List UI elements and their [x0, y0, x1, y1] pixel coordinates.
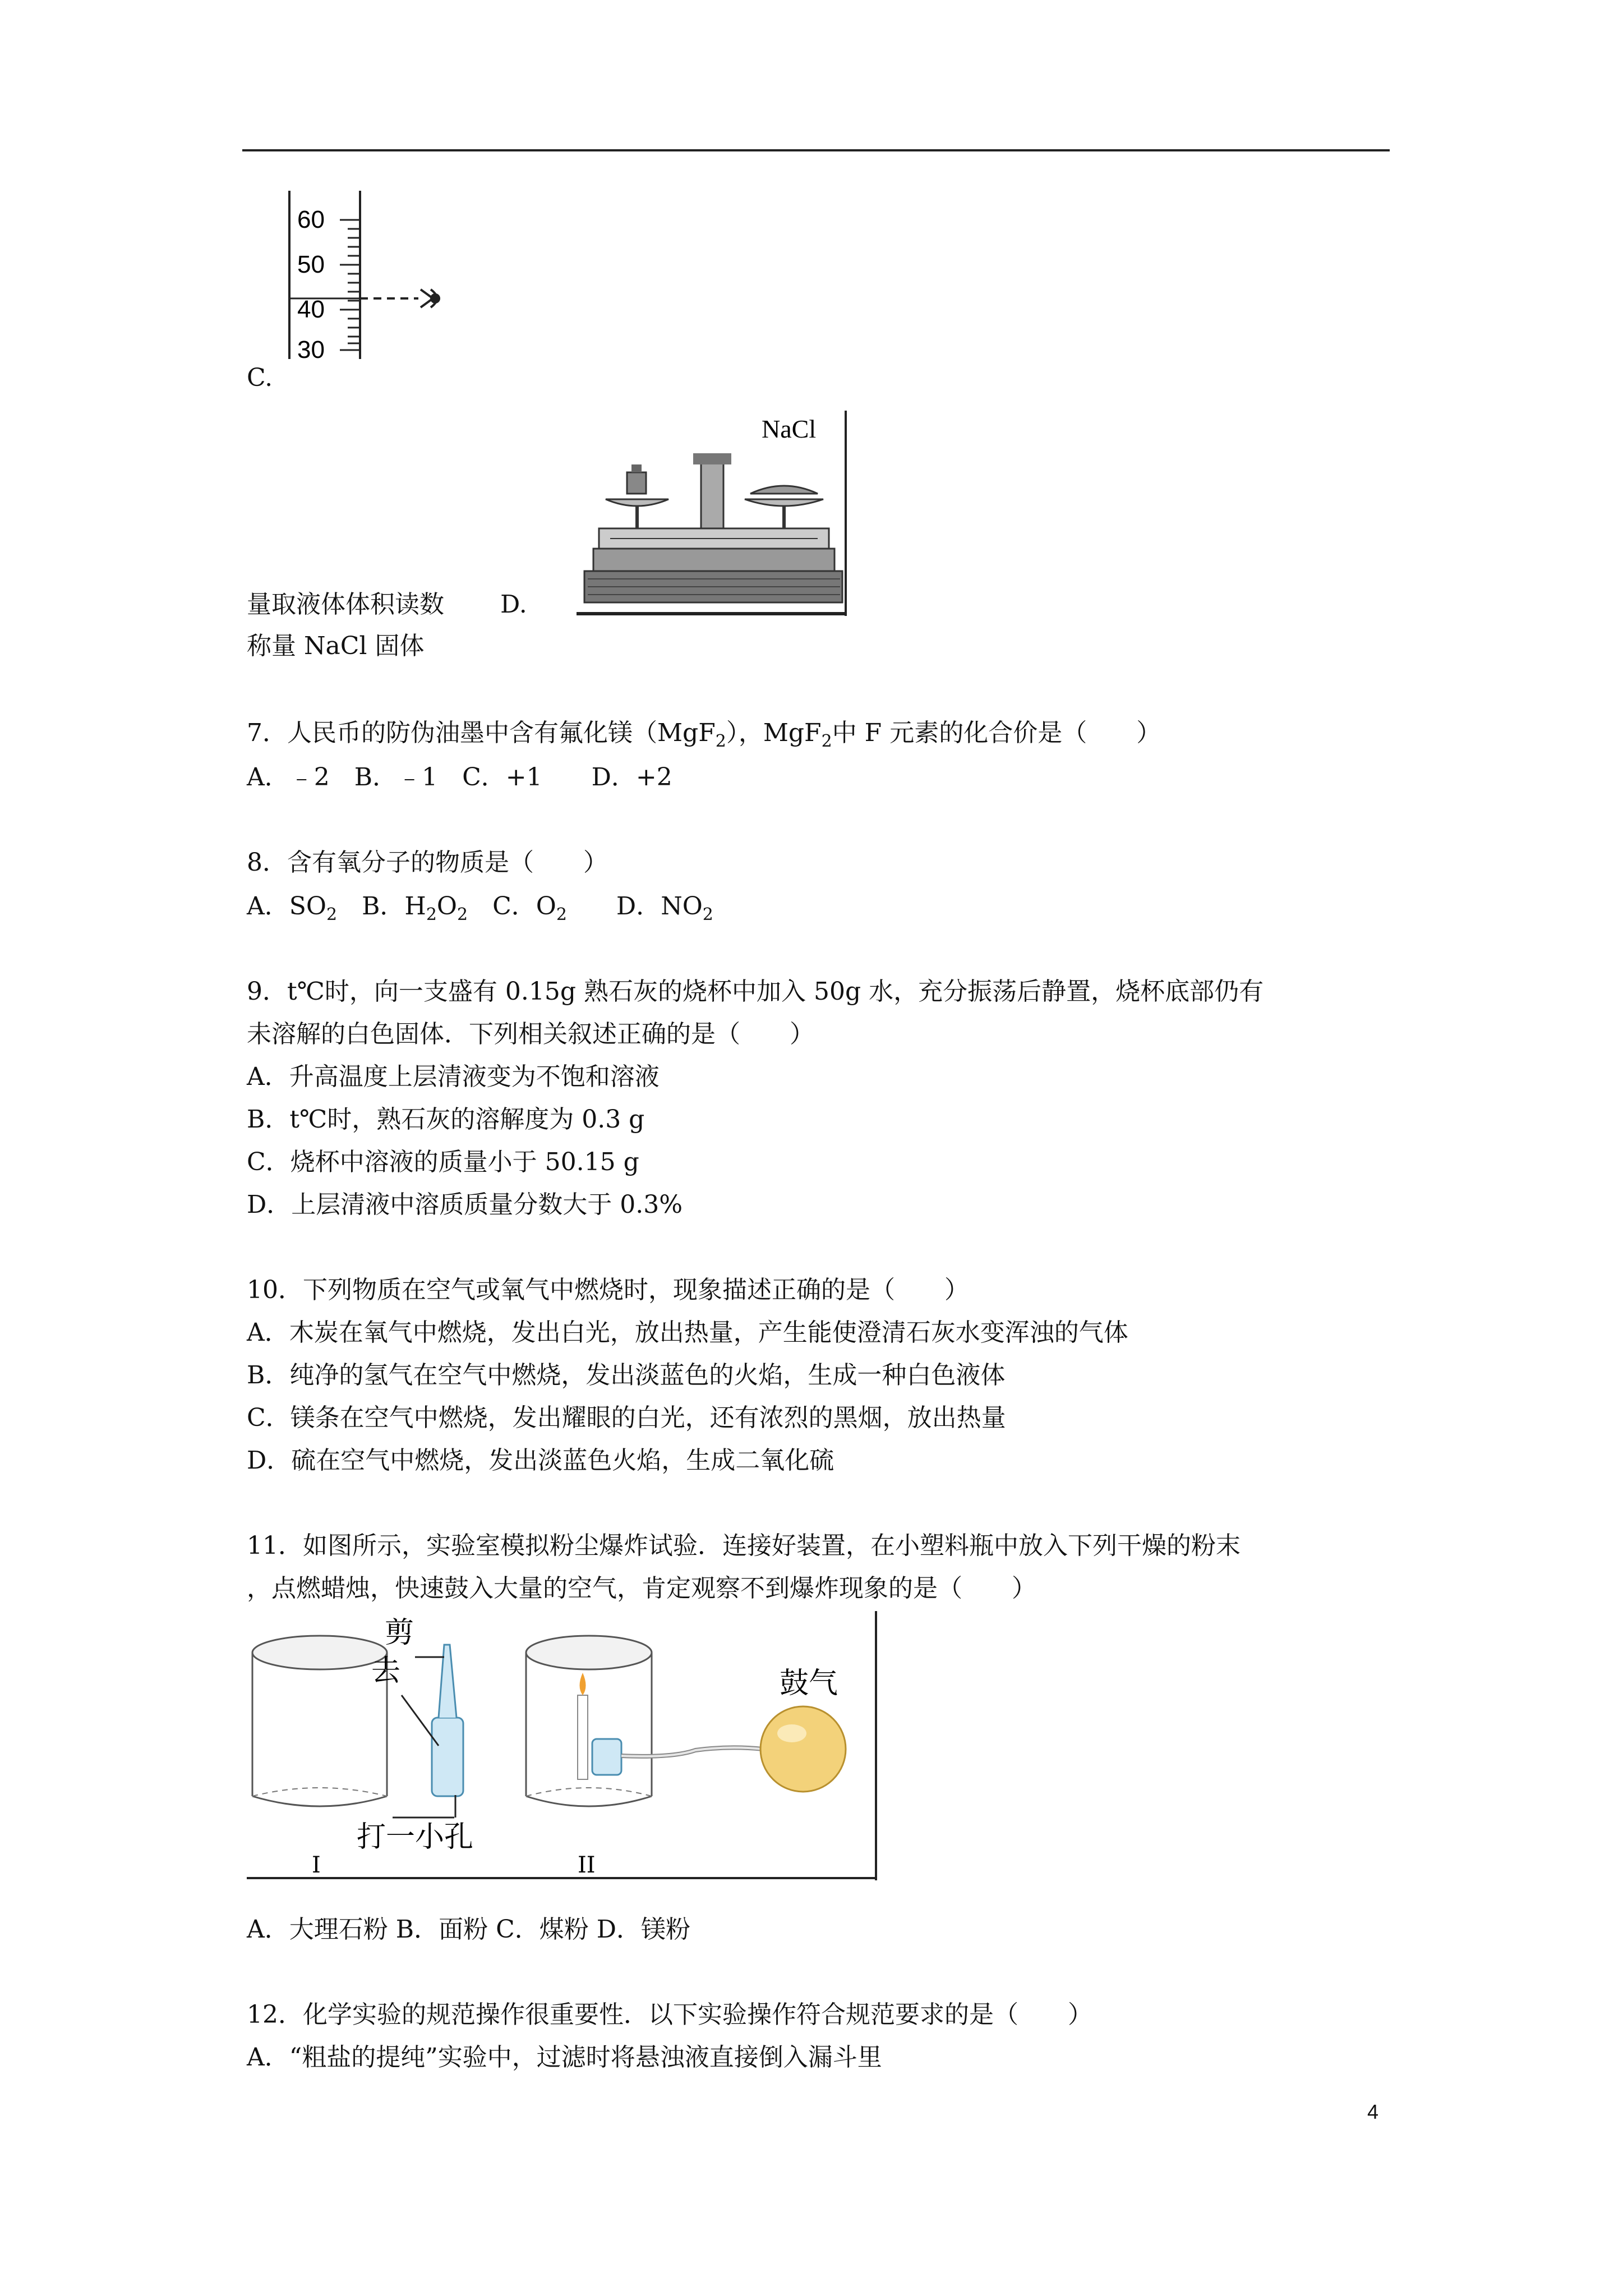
label-blow: 鼓气: [780, 1667, 838, 1700]
label-I: I: [312, 1852, 321, 1878]
q7-stem: 7．人民币的防伪油墨中含有氟化镁（MgF$_2$），MgF$_2$中 F 元素的化合价是（ ）: [247, 719, 1161, 751]
q6-d-caption: 称量 NaCl 固体: [247, 632, 425, 660]
tick-30: 30: [297, 336, 325, 359]
q11-options: A．大理石粉 B．面粉 C．煤粉 D．镁粉: [247, 1915, 691, 1944]
tick-40: 40: [297, 296, 325, 323]
q8-options: A．$SO_2$ B．$H_2O_2$ C．$O_2$ D．$NO_2$: [247, 892, 713, 924]
q12-option-a: A．“粗盐的提纯”实验中，过滤时将悬浊液直接倒入漏斗里: [247, 2043, 882, 2072]
eye-icon: [421, 289, 440, 307]
label-cut-1: 剪: [385, 1616, 414, 1650]
q6-d-label: D.: [500, 590, 527, 619]
q9-option-d: D．上层清液中溶质质量分数大于 0.3%: [247, 1190, 683, 1219]
flame-icon: [580, 1673, 586, 1695]
q7-options: A．﹣2 B．﹣1 C．+1 D．+2: [247, 763, 672, 792]
q10-option-b: B．纯净的氢气在空气中燃烧，发出淡蓝色的火焰，生成一种白色液体: [247, 1361, 1006, 1389]
q9-option-c: C．烧杯中溶液的质量小于 50.15 g: [247, 1148, 639, 1176]
label-hole: 打一小孔: [357, 1820, 474, 1854]
q11-stem-line2: ，点燃蜡烛，快速鼓入大量的空气，肯定观察不到爆炸现象的是（ ）: [247, 1574, 1036, 1603]
tick-60: 60: [297, 206, 325, 233]
q11-stem-line1: 11．如图所示，实验室模拟粉尘爆炸试验．连接好装置，在小塑料瓶中放入下列干燥的粉末: [247, 1531, 1241, 1560]
bellows-ball: [760, 1706, 846, 1792]
balance-figure: [577, 411, 851, 616]
label-cut-2: 去: [371, 1654, 401, 1688]
page-number: 4: [1367, 2100, 1379, 2123]
q10-option-c: C．镁条在空气中燃烧，发出耀眼的白光，还有浓烈的黑烟，放出热量: [247, 1404, 1006, 1432]
nacl-label: NaCl: [762, 415, 817, 443]
q10-option-d: D．硫在空气中燃烧，发出淡蓝色火焰，生成二氧化硫: [247, 1446, 834, 1475]
label-II: II: [578, 1852, 596, 1878]
tick-50: 50: [297, 251, 325, 278]
q9-option-a: A．升高温度上层清液变为不饱和溶液: [247, 1062, 660, 1091]
q12-stem: 12．化学实验的规范操作很重要性．以下实验操作符合规范要求的是（ ）: [247, 2000, 1092, 2029]
q9-stem-line1: 9．t℃时，向一支盛有 0.15g 熟石灰的烧杯中加入 50g 水，充分振荡后静置，烧杯底部仍有: [247, 977, 1264, 1006]
header-rule: [242, 149, 1390, 151]
q9-option-b: B．t℃时，熟石灰的溶解度为 0.3 g: [247, 1105, 645, 1134]
dust-explosion-figure: [247, 1611, 880, 1885]
q8-stem: 8．含有氧分子的物质是（ ）: [247, 848, 608, 877]
q10-stem: 10．下列物质在空气或氧气中燃烧时，现象描述正确的是（ ）: [247, 1276, 969, 1304]
q9-stem-line2: 未溶解的白色固体．下列相关叙述正确的是（ ）: [247, 1020, 814, 1048]
q6-c-label: C.: [247, 364, 273, 392]
q10-option-a: A．木炭在氧气中燃烧，发出白光，放出热量，产生能使澄清石灰水变浑浊的气体: [247, 1318, 1128, 1347]
q6-c-caption: 量取液体体积读数 D.: [247, 590, 527, 619]
graduated-cylinder-figure: [286, 191, 465, 359]
